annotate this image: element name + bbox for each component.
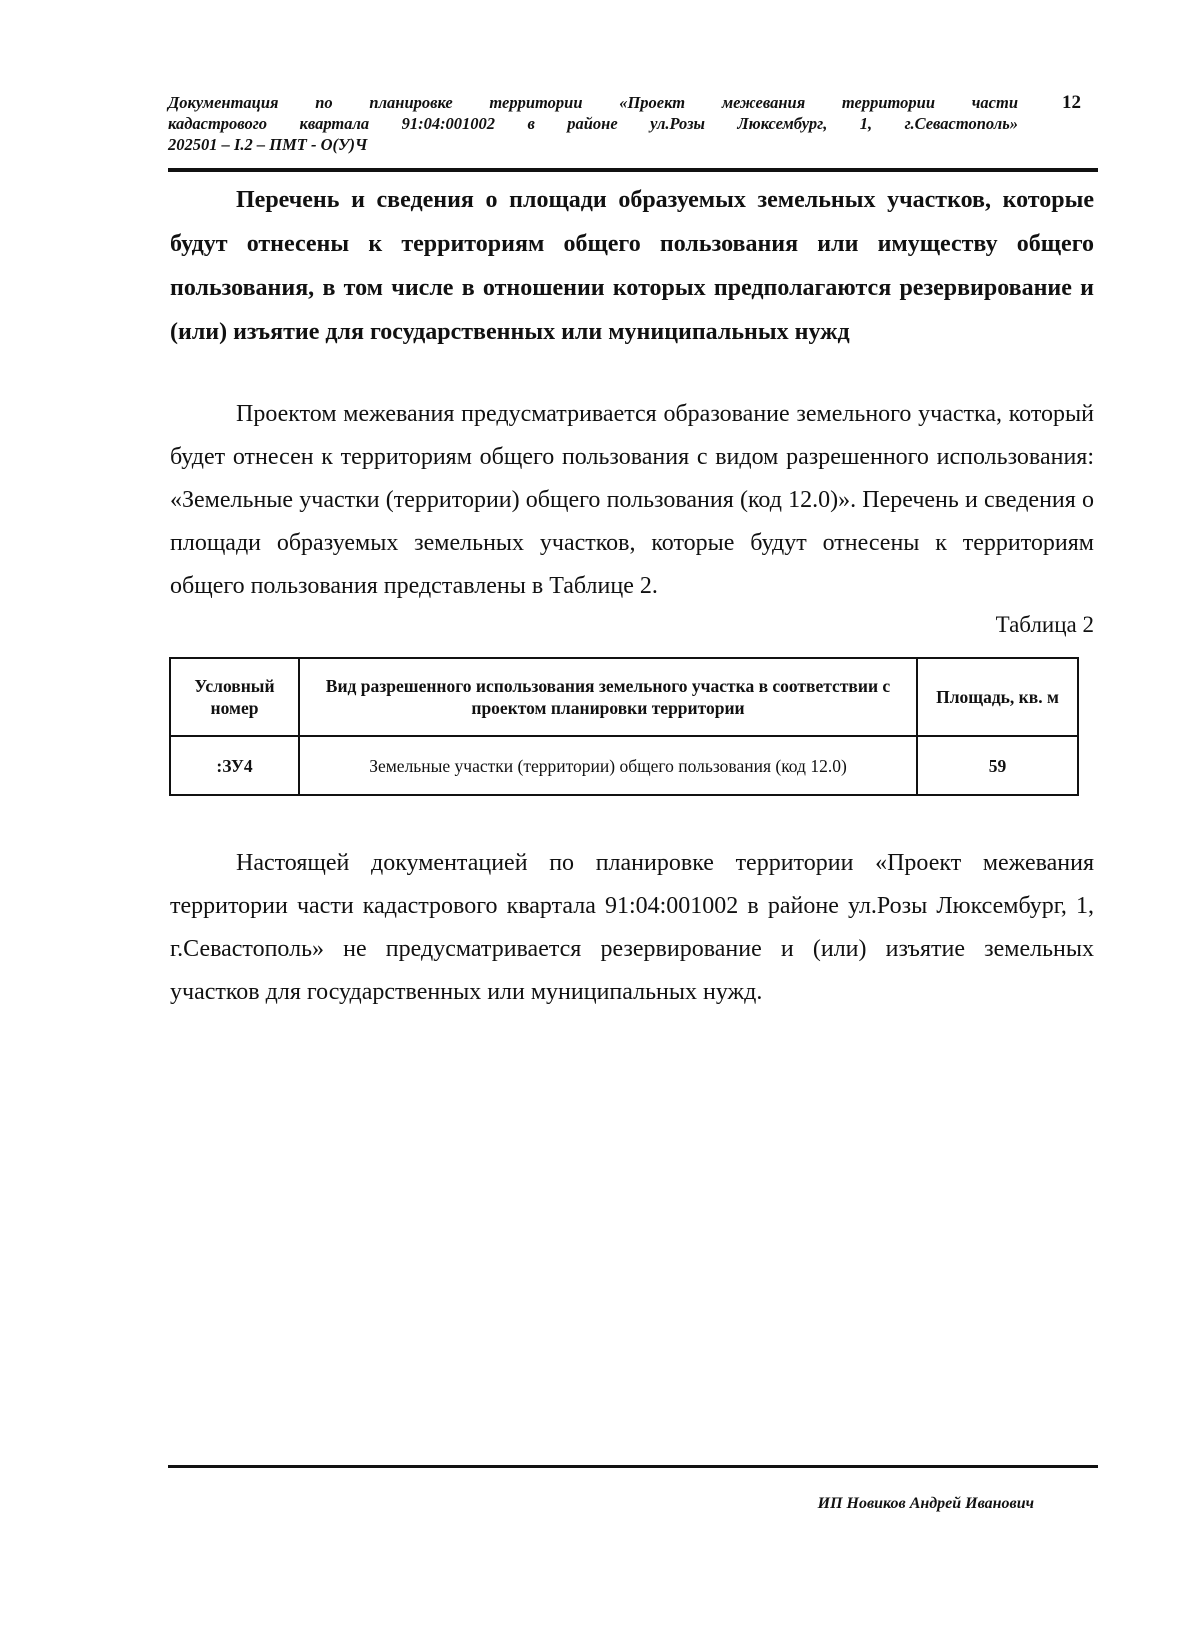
cell-usage: Земельные участки (территории) общего пользования (код 12.0) xyxy=(299,736,917,795)
paragraph-intro: Проектом межевания предусматривается образование земельного участка, который будет отнесен к территориям общего пользования с видом разрешенного использования: «Земельные участки (территории) общего пользования (код 12.0)». Перечень и сведения о площади образуемых земельных участков, которые будут отнесены к территориям общего пользования представлены в Таблице 2. xyxy=(170,401,1094,599)
page-number: 12 xyxy=(1062,92,1081,113)
cell-area: 59 xyxy=(917,736,1078,795)
header-line-1: Документация по планировке территории «Проект межевания территории части xyxy=(168,93,1018,112)
section-title: Перечень и сведения о площади образуемых земельных участков, которые будут отнесены к территориям общего пользования или имуществу общего пользования, в том числе в отношении которых предполагаются резервирование и (или) изъятие для государственных или муниципальных нужд xyxy=(170,187,1094,345)
table-header-row xyxy=(170,658,1078,736)
table-caption: Таблица 2 xyxy=(995,612,1094,637)
header-line-3: 202501 – I.2 – ПМТ - О(У)Ч xyxy=(168,135,368,154)
header-line-2: кадастрового квартала 91:04:001002 в районе ул.Розы Люксембург, 1, г.Севастополь» xyxy=(168,114,1018,133)
document-header xyxy=(168,92,1096,155)
header-cell-number: Условный номер xyxy=(170,658,299,736)
table-row xyxy=(170,736,1078,795)
paragraph-conclusion: Настоящей документацией по планировке территории «Проект межевания территории части кадастрового квартала 91:04:001002 в районе ул.Розы Люксембург, 1, г.Севастополь» не предусматривается резервирование и (или) изъятие земельных участков для государственных или муниципальных нужд. xyxy=(170,850,1094,1005)
header-cell-usage: Вид разрешенного использования земельного участка в соответствии с проектом планировки территории xyxy=(299,658,917,736)
footer-rule xyxy=(168,1465,1098,1468)
footer-author: ИП Новиков Андрей Иванович xyxy=(817,1495,1034,1512)
header-cell-area: Площадь, кв. м xyxy=(917,658,1078,736)
cell-plot-number: :ЗУ4 xyxy=(170,736,299,795)
land-plots-table xyxy=(169,657,1079,796)
header-rule xyxy=(168,168,1098,172)
